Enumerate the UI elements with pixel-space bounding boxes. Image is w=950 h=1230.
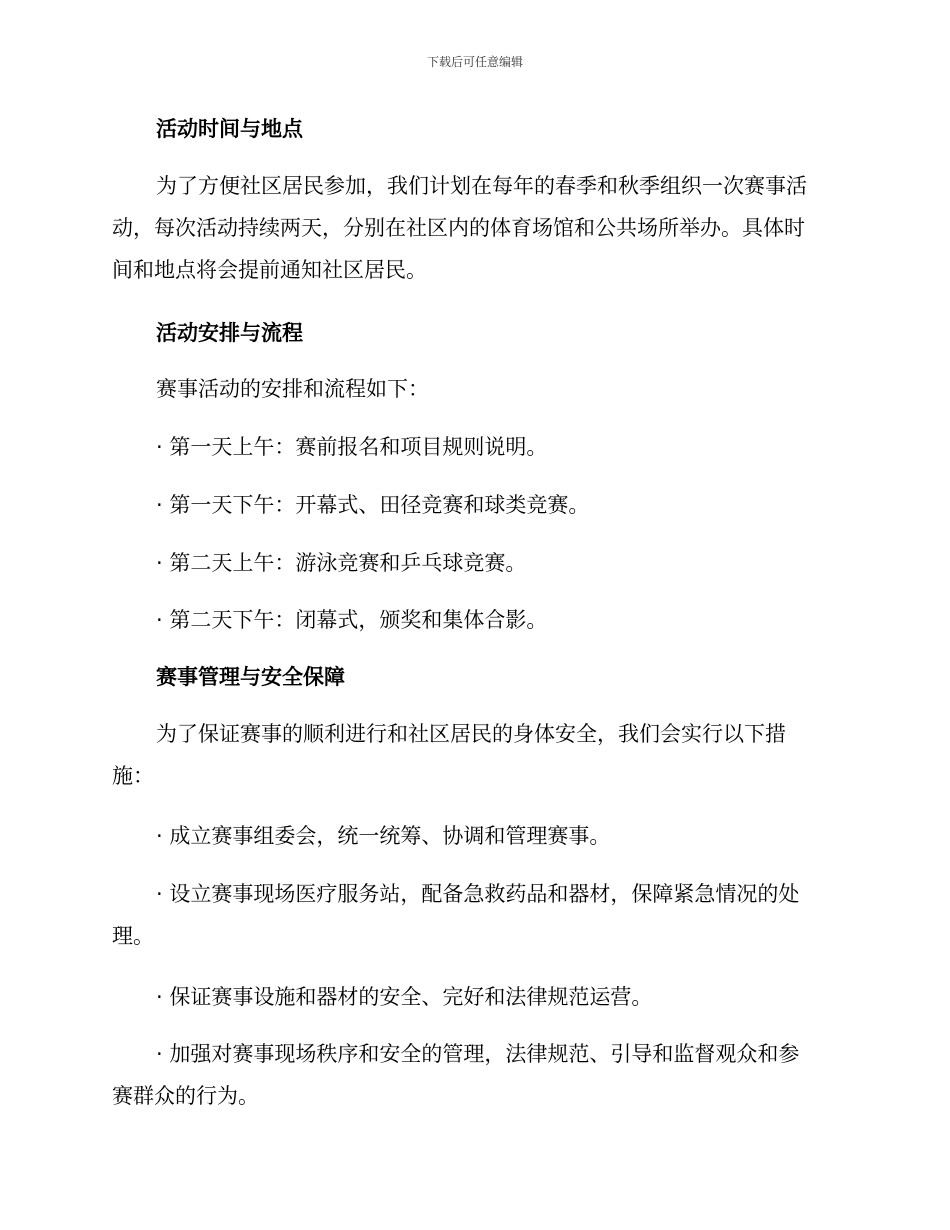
paragraph-line: 动，每次活动持续两天，分别在社区内的体育场馆和公共场所举办。具体时 [112,216,805,240]
list-item: · 第一天下午：开幕式、田径竞赛和球类竞赛。 [156,493,590,517]
section-intro-schedule: 赛事活动的安排和流程如下： [156,377,429,401]
paragraph-line: 为了方便社区居民参加，我们计划在每年的春季和秋季组织一次赛事活 [156,174,807,198]
list-item: · 第二天上午：游泳竞赛和乒乓球竞赛。 [156,551,527,575]
paragraph-line: 为了保证赛事的顺利进行和社区居民的身体安全，我们会实行以下措 [156,722,786,746]
section-heading-time-place: 活动时间与地点 [156,117,303,141]
list-item: · 保证赛事设施和器材的安全、完好和法律规范运营。 [156,985,653,1009]
section-heading-safety: 赛事管理与安全保障 [156,665,345,689]
list-item: · 第二天下午：闭幕式，颁奖和集体合影。 [156,608,548,632]
list-item-line: 赛群众的行为。 [112,1084,259,1108]
paragraph-line: 施： [112,764,154,788]
list-item-line: · 加强对赛事现场秩序和安全的管理，法律规范、引导和监督观众和参 [156,1042,800,1066]
list-item [112,1033,832,1117]
list-item [112,873,832,957]
section-paragraph-time-place [112,165,832,291]
list-item: · 第一天上午：赛前报名和项目规则说明。 [156,435,548,459]
page-header-note: 下载后可任意编辑 [426,55,523,69]
list-item: · 成立赛事组委会，统一统筹、协调和管理赛事。 [156,824,611,848]
section-heading-schedule: 活动安排与流程 [156,321,303,345]
list-item-line: · 设立赛事现场医疗服务站，配备急救药品和器材，保障紧急情况的处 [156,882,800,906]
paragraph-line: 间和地点将会提前通知社区居民。 [112,258,427,282]
section-paragraph-safety [112,713,832,797]
list-item-line: 理。 [112,924,154,948]
